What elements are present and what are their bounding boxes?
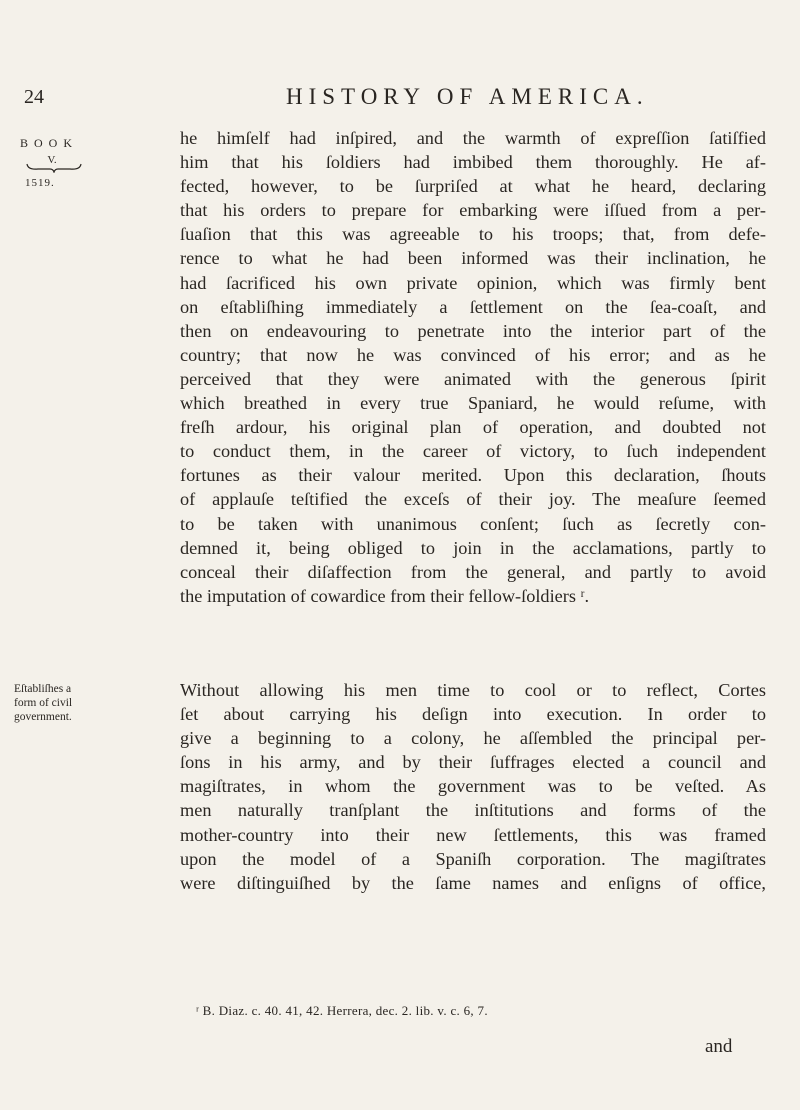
text-line: demned it, being obliged to join in the acclamations, partly to	[180, 537, 766, 558]
text-line: were diſtinguiſhed by the ſame names and enſigns of office,	[180, 872, 766, 893]
text-line: him that his ſoldiers had imbibed them thoroughly. He af-	[180, 152, 766, 173]
side-note	[14, 682, 96, 724]
text-line: which breathed in every true Spaniard, he would reſume, with	[180, 393, 766, 414]
text-line: then on endeavouring to penetrate into the interior part of the	[180, 320, 766, 341]
brace-ornament	[26, 163, 82, 173]
text-line: fortunes as their valour merited. Upon this declaration, ſhouts	[180, 465, 766, 486]
book-year: 1519.	[25, 177, 55, 189]
paragraph-1	[180, 126, 766, 608]
text-line: of applauſe teſtified the exceſs of their joy. The meaſure ſeemed	[180, 489, 766, 510]
running-head: HISTORY OF AMERICA.	[286, 84, 649, 109]
text-line: fected, however, to be ſurpriſed at what he heard, declaring	[180, 176, 766, 197]
catchword: and	[705, 1036, 733, 1057]
side-note-line: Eſtabliſhes a	[14, 683, 72, 695]
text-line: the imputation of cowardice from their fellow-ſoldiers ʳ.	[180, 585, 590, 606]
paragraph-2	[180, 678, 766, 895]
text-line: Without allowing his men time to cool or to reflect, Cortes	[180, 680, 766, 700]
text-line: freſh ardour, his original plan of operation, and doubted not	[180, 417, 766, 438]
footnote: ʳ B. Diaz. c. 40. 41, 42. Herrera, dec. 2. lib. v. c. 6, 7.	[196, 1003, 488, 1018]
text-line: he himſelf had inſpired, and the warmth of expreſſion ſatiſfied	[180, 128, 766, 148]
text-line: ſet about carrying his deſign into execution. In order to	[180, 704, 766, 725]
text-line: on eſtabliſhing immediately a ſettlement on the ſea-coaſt, and	[180, 296, 766, 317]
book-number: V.	[47, 154, 57, 166]
text-line: ſons in his army, and by their ſuffrages elected a council and	[180, 752, 766, 773]
text-line: magiſtrates, in whom the government was to be veſted. As	[180, 776, 766, 797]
text-line: mother-country into their new ſettlements, this was framed	[180, 824, 766, 845]
text-line: to conduct them, in the career of victory, to ſuch independent	[180, 441, 766, 462]
book-label: BOOK	[20, 136, 79, 150]
side-note-line: government.	[14, 711, 72, 723]
text-line: that his orders to prepare for embarking were iſſued from a per-	[180, 200, 766, 221]
text-line: upon the model of a Spaniſh corporation. The magiſtrates	[180, 848, 766, 869]
text-line: ſuaſion that this was agreeable to his troops; that, from defe-	[180, 224, 766, 245]
text-line: conceal their diſaffection from the general, and partly to avoid	[180, 561, 766, 582]
page-number: 24	[24, 86, 44, 108]
side-note-line: form of civil	[14, 697, 73, 709]
text-line: country; that now he was convinced of his error; and as he	[180, 344, 766, 365]
text-line: give a beginning to a colony, he aſſembled the principal per-	[180, 728, 766, 749]
text-line: perceived that they were animated with the generous ſpirit	[180, 368, 766, 389]
text-line: men naturally tranſplant the inſtitutions and forms of the	[180, 800, 766, 821]
text-line: had ſacrificed his own private opinion, which was firmly bent	[180, 272, 766, 293]
text-line: rence to what he had been informed was their inclination, he	[180, 248, 766, 269]
text-line: to be taken with unanimous conſent; ſuch as ſecretly con-	[180, 513, 766, 534]
